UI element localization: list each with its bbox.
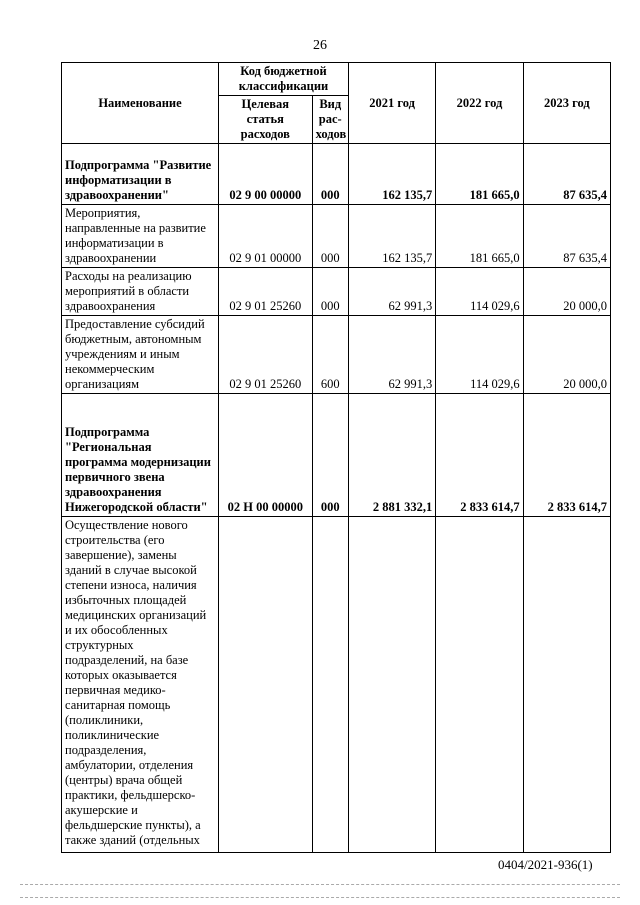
page-number: 26: [313, 38, 327, 53]
row-code: 02 9 01 25260: [219, 268, 313, 316]
table-row: [62, 316, 611, 394]
header-target: Целевая статья расходов: [219, 96, 313, 144]
table-row: [62, 205, 611, 268]
row-2023: [523, 517, 610, 853]
row-2022: 114 029,6: [436, 316, 523, 394]
header-2021: 2021 год: [348, 63, 435, 144]
row-name: Мероприятия, направленные на развитие информатизации в здравоохранении: [62, 205, 219, 268]
row-code: [219, 517, 313, 853]
header-2023: 2023 год: [523, 63, 610, 144]
row-type: [312, 517, 348, 853]
row-2021: 162 135,7: [348, 144, 435, 205]
row-type: 600: [312, 316, 348, 394]
table-row: [62, 268, 611, 316]
divider: [20, 897, 620, 898]
row-2021: 62 991,3: [348, 268, 435, 316]
row-type: 000: [312, 144, 348, 205]
row-2022: 181 665,0: [436, 144, 523, 205]
row-2023: 20 000,0: [523, 268, 610, 316]
row-type: 000: [312, 205, 348, 268]
row-code: 02 9 01 00000: [219, 205, 313, 268]
row-2021: 62 991,3: [348, 316, 435, 394]
header-type: Вид рас-ходов: [312, 96, 348, 144]
row-2022: 2 833 614,7: [436, 394, 523, 517]
row-name: Подпрограмма "Развитие информатизации в здравоохранении": [62, 144, 219, 205]
row-2022: 114 029,6: [436, 268, 523, 316]
row-2023: 87 635,4: [523, 205, 610, 268]
table-row: [62, 517, 611, 853]
table-row: [62, 394, 611, 517]
row-2022: [436, 517, 523, 853]
row-2021: 2 881 332,1: [348, 394, 435, 517]
row-2022: 181 665,0: [436, 205, 523, 268]
row-name: Осуществление нового строительства (его завершение), замены зданий в случае высокой степени износа, наличия избыточных площадей медицинских организаций и их обособленных структурных подразделений, на базе которых оказывается первичная медико-санитарная помощь (поликлиники, поликлинические подразделения, амбулатории, отделения (центры) врача общей практики, фельдшерско-акушерские и фельдшерские пункты), а также зданий (отдельных: [62, 517, 219, 853]
row-2023: 2 833 614,7: [523, 394, 610, 517]
row-type: 000: [312, 268, 348, 316]
row-2021: 162 135,7: [348, 205, 435, 268]
row-2023: 87 635,4: [523, 144, 610, 205]
row-code: 02 9 00 00000: [219, 144, 313, 205]
row-code: 02 9 01 25260: [219, 316, 313, 394]
row-code: 02 Н 00 00000: [219, 394, 313, 517]
row-name: Предоставление субсидий бюджетным, автономным учреждениям и иным некоммерческим организациям: [62, 316, 219, 394]
row-2023: 20 000,0: [523, 316, 610, 394]
row-name: Расходы на реализацию мероприятий в области здравоохранения: [62, 268, 219, 316]
divider: [20, 884, 620, 885]
budget-table: [61, 62, 611, 853]
header-kbk: Код бюджетной классификации: [219, 63, 349, 96]
document-number: 0404/2021-936(1): [498, 857, 593, 872]
header-2022: 2022 год: [436, 63, 523, 144]
header-name: Наименование: [62, 63, 219, 144]
table-row: [62, 144, 611, 205]
row-2021: [348, 517, 435, 853]
row-type: 000: [312, 394, 348, 517]
row-name: Подпрограмма "Региональная программа модернизации первичного звена здравоохранения Нижегородской области": [62, 394, 219, 517]
